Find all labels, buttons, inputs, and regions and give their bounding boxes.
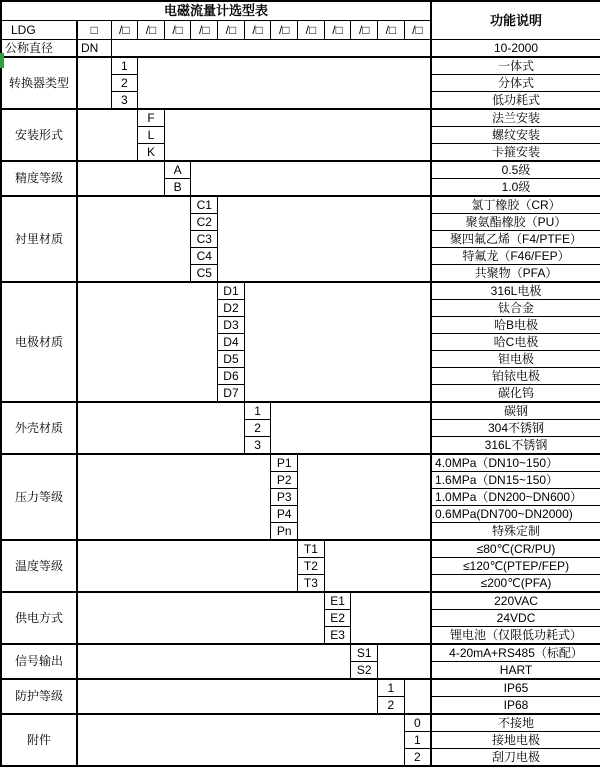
- desc-cell: 304不锈钢: [431, 420, 600, 437]
- desc-cell: 碳钢: [431, 402, 600, 420]
- code-cell: S1: [351, 644, 378, 662]
- model-code-slot: /□: [218, 21, 245, 40]
- code-cell: E3: [324, 627, 351, 645]
- code-cell: D5: [218, 351, 245, 368]
- code-cell: 2: [111, 75, 138, 92]
- code-cell: 1: [378, 679, 405, 697]
- desc-cell: ≤80℃(CR/PU): [431, 540, 600, 558]
- code-cell: D6: [218, 368, 245, 385]
- desc-cell: 4-20mA+RS485（标配）: [431, 644, 600, 662]
- empty-cell: [324, 540, 431, 592]
- desc-cell: 氯丁橡胶（CR）: [431, 196, 600, 214]
- desc-cell: 哈B电极: [431, 317, 600, 334]
- empty-cell: [77, 540, 298, 592]
- empty-cell: [271, 402, 431, 454]
- code-cell: E2: [324, 610, 351, 627]
- empty-cell: [77, 282, 218, 402]
- code-cell: 1: [244, 402, 271, 420]
- model-code-slot: /□: [271, 21, 298, 40]
- desc-cell: 螺纹安装: [431, 127, 600, 144]
- code-cell: T2: [298, 558, 325, 575]
- desc-cell: 特氟龙（F46/FEP）: [431, 248, 600, 265]
- desc-cell: 0.5级: [431, 161, 600, 179]
- category-label: 精度等级: [1, 161, 77, 196]
- desc-cell: IP65: [431, 679, 600, 697]
- code-cell: 1: [404, 732, 431, 749]
- desc-cell: 共聚物（PFA）: [431, 265, 600, 283]
- empty-cell: [138, 57, 431, 109]
- code-cell: D7: [218, 385, 245, 403]
- empty-cell: [404, 679, 431, 714]
- empty-cell: [77, 161, 164, 196]
- code-cell: S2: [351, 662, 378, 680]
- desc-cell: 1.6MPa（DN15~150）: [431, 472, 600, 489]
- desc-cell: 一体式: [431, 57, 600, 75]
- category-label: 信号输出: [1, 644, 77, 679]
- category-label: 温度等级: [1, 540, 77, 592]
- desc-cell: 1.0级: [431, 179, 600, 197]
- code-cell: Pn: [271, 523, 298, 541]
- category-label: 供电方式: [1, 592, 77, 644]
- model-code-slot: /□: [191, 21, 218, 40]
- desc-cell: ≤120℃(PTEP/FEP): [431, 558, 600, 575]
- desc-cell: IP68: [431, 697, 600, 715]
- desc-cell: 钽电极: [431, 351, 600, 368]
- code-cell: P3: [271, 489, 298, 506]
- code-cell: 2: [404, 749, 431, 767]
- model-code-slot: /□: [351, 21, 378, 40]
- desc-cell: 316L电极: [431, 282, 600, 300]
- desc-cell: 铂铱电极: [431, 368, 600, 385]
- desc-cell: 卡箍安装: [431, 144, 600, 162]
- desc-cell: 锂电池（仅限低功耗式）: [431, 627, 600, 645]
- desc-cell: HART: [431, 662, 600, 680]
- desc-cell: 低功耗式: [431, 92, 600, 110]
- category-label: 衬里材质: [1, 196, 77, 282]
- category-label: 公称直径: [1, 40, 77, 58]
- desc-column-header: 功能说明: [431, 1, 600, 40]
- desc-cell: 4.0MPa（DN10~150）: [431, 454, 600, 472]
- empty-cell: [244, 282, 431, 402]
- model-code-slot: /□: [378, 21, 405, 40]
- code-cell: 1: [111, 57, 138, 75]
- table-title: 电磁流量计选型表: [1, 1, 431, 21]
- desc-cell: 不接地: [431, 714, 600, 732]
- empty-cell: [77, 402, 244, 454]
- empty-cell: [77, 454, 271, 540]
- desc-cell: 接地电极: [431, 732, 600, 749]
- category-label: 安装形式: [1, 109, 77, 161]
- empty-cell: [77, 592, 324, 644]
- desc-cell: 聚氨酯橡胶（PU）: [431, 214, 600, 231]
- code-cell: B: [164, 179, 191, 197]
- code-cell: C3: [191, 231, 218, 248]
- model-prefix-label: LDG: [1, 21, 77, 40]
- code-cell: T1: [298, 540, 325, 558]
- code-cell: C1: [191, 196, 218, 214]
- model-code-slot: /□: [244, 21, 271, 40]
- code-cell: DN: [77, 40, 111, 58]
- desc-cell: 哈C电极: [431, 334, 600, 351]
- code-cell: P2: [271, 472, 298, 489]
- code-cell: 3: [111, 92, 138, 110]
- green-scan-artifact: [0, 53, 4, 68]
- code-cell: L: [138, 127, 165, 144]
- empty-cell: [111, 40, 431, 58]
- empty-cell: [77, 679, 378, 714]
- code-cell: T3: [298, 575, 325, 593]
- desc-cell: 0.6MPa(DN700~DN2000): [431, 506, 600, 523]
- code-cell: C2: [191, 214, 218, 231]
- code-cell: D1: [218, 282, 245, 300]
- code-cell: D4: [218, 334, 245, 351]
- desc-cell: ≤200℃(PFA): [431, 575, 600, 593]
- empty-cell: [77, 196, 191, 282]
- desc-cell: 220VAC: [431, 592, 600, 610]
- empty-cell: [77, 57, 111, 109]
- desc-cell: 特殊定制: [431, 523, 600, 541]
- empty-cell: [191, 161, 431, 196]
- desc-cell: 316L不锈钢: [431, 437, 600, 455]
- model-code-slot: /□: [111, 21, 138, 40]
- model-code-slot: /□: [298, 21, 325, 40]
- category-label: 防护等级: [1, 679, 77, 714]
- code-cell: 2: [244, 420, 271, 437]
- empty-cell: [378, 644, 431, 679]
- desc-cell: 碳化钨: [431, 385, 600, 403]
- model-code-slot: /□: [404, 21, 431, 40]
- model-code-box: □: [77, 21, 111, 40]
- empty-cell: [218, 196, 431, 282]
- desc-cell: 分体式: [431, 75, 600, 92]
- empty-cell: [351, 592, 431, 644]
- model-code-slot: /□: [164, 21, 191, 40]
- category-label: 压力等级: [1, 454, 77, 540]
- code-cell: D3: [218, 317, 245, 334]
- code-cell: P4: [271, 506, 298, 523]
- desc-cell: 24VDC: [431, 610, 600, 627]
- category-label: 外壳材质: [1, 402, 77, 454]
- code-cell: E1: [324, 592, 351, 610]
- desc-cell: 法兰安装: [431, 109, 600, 127]
- code-cell: A: [164, 161, 191, 179]
- desc-cell: 钛合金: [431, 300, 600, 317]
- code-cell: 0: [404, 714, 431, 732]
- category-label: 电极材质: [1, 282, 77, 402]
- desc-cell: 10-2000: [431, 40, 600, 58]
- desc-cell: 1.0MPa（DN200~DN600）: [431, 489, 600, 506]
- empty-cell: [77, 644, 351, 679]
- desc-cell: 聚四氟乙烯（F4/PTFE）: [431, 231, 600, 248]
- desc-cell: 刮刀电极: [431, 749, 600, 767]
- category-label: 转换器类型: [1, 57, 77, 109]
- code-cell: D2: [218, 300, 245, 317]
- model-code-slot: /□: [324, 21, 351, 40]
- code-cell: P1: [271, 454, 298, 472]
- empty-cell: [77, 109, 138, 161]
- code-cell: K: [138, 144, 165, 162]
- code-cell: 2: [378, 697, 405, 715]
- code-cell: C5: [191, 265, 218, 283]
- model-code-slot: /□: [138, 21, 165, 40]
- empty-cell: [164, 109, 431, 161]
- empty-cell: [77, 714, 404, 766]
- selection-table-body: [1, 1, 600, 766]
- code-cell: F: [138, 109, 165, 127]
- empty-cell: [298, 454, 431, 540]
- code-cell: 3: [244, 437, 271, 455]
- category-label: 附件: [1, 714, 77, 766]
- code-cell: C4: [191, 248, 218, 265]
